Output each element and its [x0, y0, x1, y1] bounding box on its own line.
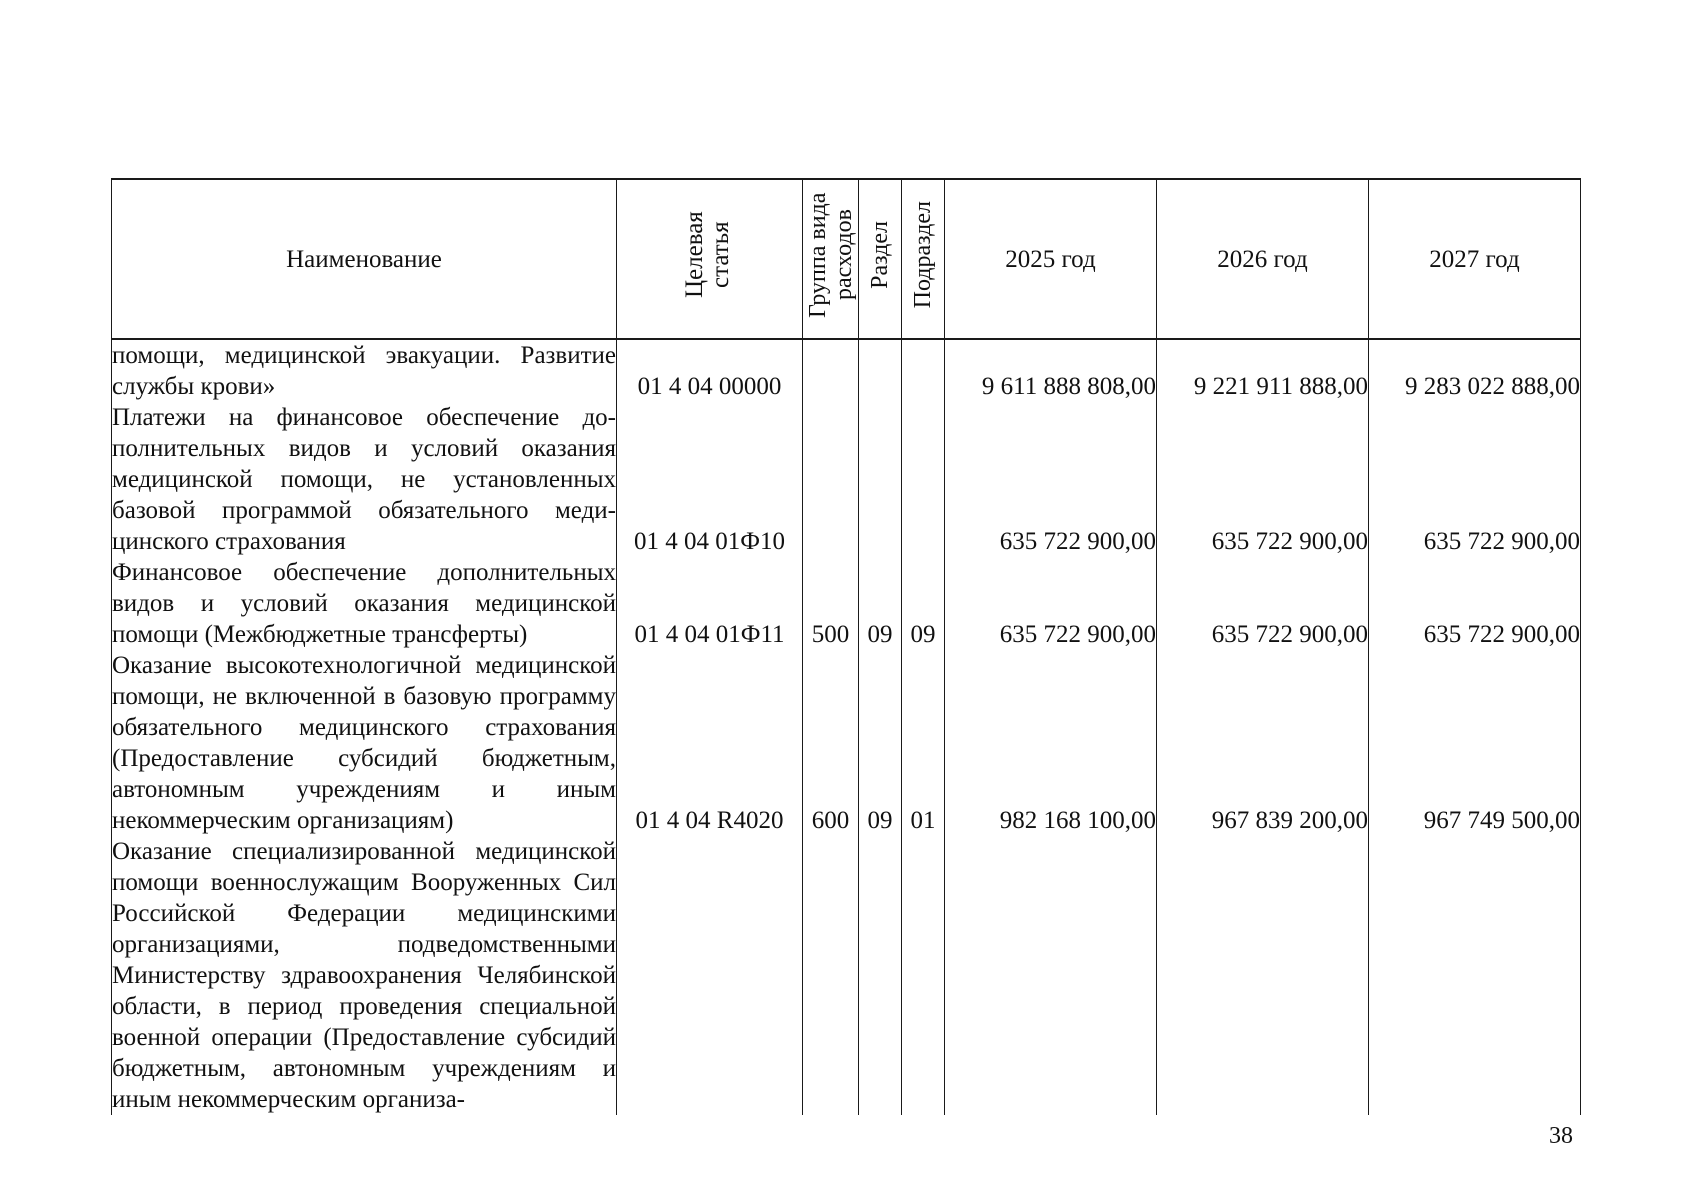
row-target-article: 01 4 04 01Ф11	[617, 557, 803, 650]
row-amount-2025: 635 722 900,00	[945, 402, 1157, 557]
header-subsection	[902, 179, 945, 339]
table-row	[112, 650, 1581, 836]
header-name: Наименование	[112, 179, 617, 339]
table-row	[112, 557, 1581, 650]
row-section	[859, 339, 902, 402]
row-amount-2026: 9 221 911 888,00	[1157, 339, 1369, 402]
budget-table	[111, 178, 1581, 1115]
row-expense-group	[803, 402, 859, 557]
row-subsection	[902, 339, 945, 402]
header-2025: 2025 год	[945, 179, 1157, 339]
header-expense-group	[803, 179, 859, 339]
row-section: 09	[859, 557, 902, 650]
row-name: Оказание специализированной медицинской помощи военнослужащим Вооруженных Сил Российской Федерации медицинскими организациями, подведомственными Министерству здравоохранения Челябинской области, в период проведения специальной военной операции (Предоставление субсидий бюджетным, автономным учреждениям и иным некоммерческим организа-	[112, 838, 616, 1113]
page-number: 38	[1549, 1123, 1573, 1149]
table-row	[112, 836, 1581, 1115]
row-amount-2027: 635 722 900,00	[1369, 402, 1581, 557]
table-row	[112, 339, 1581, 402]
row-amount-2026	[1157, 836, 1369, 1115]
header-target-article	[617, 179, 803, 339]
row-expense-group: 600	[803, 650, 859, 836]
row-expense-group	[803, 339, 859, 402]
row-amount-2025: 9 611 888 808,00	[945, 339, 1157, 402]
row-name: Финансовое обеспечение дополнительных видов и условий оказания медицинской помощи (Межбюджетные трансферты)	[112, 559, 616, 648]
row-amount-2026: 635 722 900,00	[1157, 402, 1369, 557]
row-subsection: 09	[902, 557, 945, 650]
header-section-text: Раздел	[867, 221, 893, 289]
table-header-row	[112, 179, 1581, 339]
row-amount-2025: 635 722 900,00	[945, 557, 1157, 650]
row-target-article: 01 4 04 01Ф10	[617, 402, 803, 557]
row-amount-2027: 9 283 022 888,00	[1369, 339, 1581, 402]
row-subsection	[902, 836, 945, 1115]
row-name: Оказание высокотехнологичной медицинской помощи, не включенной в базовую программу обязательного медицинского страхования (Предоставление субсидий бюджетным, автономным учреждениям и иным некоммерческим организациям)	[112, 652, 616, 834]
header-2027: 2027 год	[1369, 179, 1581, 339]
row-expense-group	[803, 836, 859, 1115]
row-name: помощи, медицинской эвакуации. Развитие службы крови»	[112, 339, 617, 402]
header-target-article-text: Целевая статья	[680, 211, 734, 299]
header-2026: 2026 год	[1157, 179, 1369, 339]
row-amount-2027	[1369, 836, 1581, 1115]
row-target-article: 01 4 04 00000	[617, 339, 803, 402]
table-row	[112, 402, 1581, 557]
header-expense-group-text: Группа вида расходов	[804, 192, 857, 318]
row-amount-2027: 635 722 900,00	[1369, 557, 1581, 650]
row-amount-2026: 635 722 900,00	[1157, 557, 1369, 650]
row-target-article: 01 4 04 R4020	[617, 650, 803, 836]
row-section	[859, 402, 902, 557]
row-subsection: 01	[902, 650, 945, 836]
row-name: Платежи на финансовое обеспечение дополнительных видов и условий оказания медицинской помощи, не установленных базовой программой обязательного медицинского страхования	[112, 404, 616, 555]
header-subsection-text: Подраздел	[910, 201, 936, 309]
row-amount-2027: 967 749 500,00	[1369, 650, 1581, 836]
row-expense-group: 500	[803, 557, 859, 650]
header-section	[859, 179, 902, 339]
row-section: 09	[859, 650, 902, 836]
row-section	[859, 836, 902, 1115]
budget-table-wrapper	[111, 178, 1581, 1115]
row-target-article	[617, 836, 803, 1115]
row-amount-2025: 982 168 100,00	[945, 650, 1157, 836]
row-amount-2026: 967 839 200,00	[1157, 650, 1369, 836]
row-subsection	[902, 402, 945, 557]
row-amount-2025	[945, 836, 1157, 1115]
